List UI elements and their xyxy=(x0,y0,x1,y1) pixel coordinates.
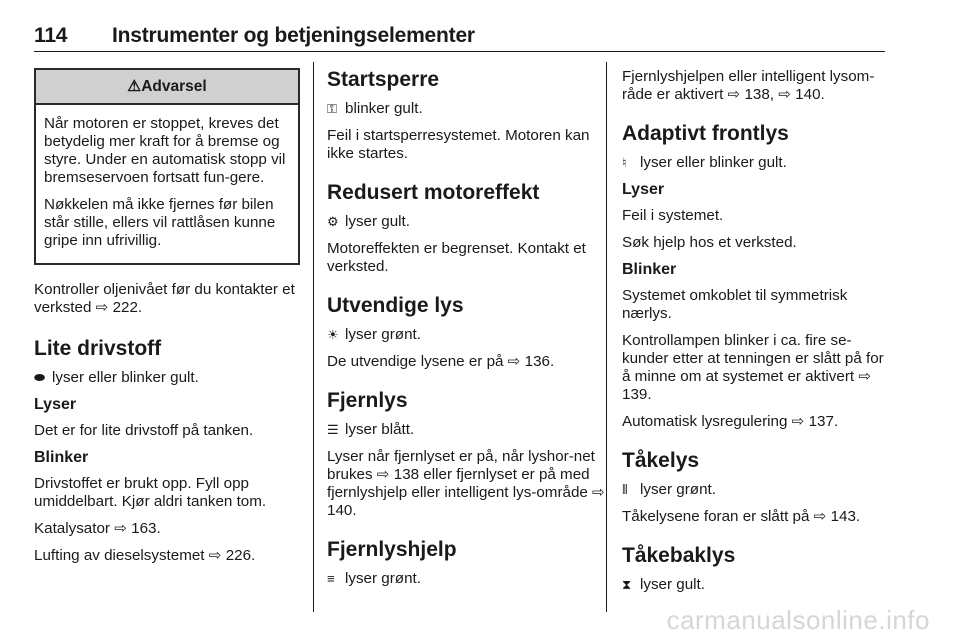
subheading: Blinker xyxy=(622,261,677,278)
car-key-icon: ⚿ xyxy=(327,101,337,116)
body-text: Motoreffekten er begrenset. Kontakt et verksted. xyxy=(327,240,586,275)
subheading: Blinker xyxy=(34,449,89,466)
page-title: Instrumenter og betjeningselementer xyxy=(112,24,475,47)
section-heading: Adaptivt frontlys xyxy=(622,122,789,145)
body-text: De utvendige lysene er på ⇨ 136. xyxy=(327,353,555,370)
engine-power-icon: ⚙ xyxy=(327,214,339,229)
body-text: Søk hjelp hos et verksted. xyxy=(622,234,797,251)
high-beam-assist-icon: ≡ xyxy=(327,571,335,586)
column-3: Fjernlyshjelpen eller intelligent lysom-råde er aktivert ⇨ 138, ⇨ 140. Adaptivt frontlys ♮ lyser eller blinker gult. Lyser Feil i systemet. Søk hjelp hos et verksted. Blinker Systemet omkoblet til symmetrisk nærlys. Kontrollampen blinker i ca. fire se-kunder etter at tenningen er slått på for å minne om at systemet er aktivert ⇨ 139. Automatisk lysregulering ⇨ 137. Tåkelys ⦀ lyser grønt. Tåkelysene foran er slått på ⇨ 143. Tåkebaklys ⧗ lyser gult. xyxy=(622,68,890,603)
section-heading: Tåkebaklys xyxy=(622,544,736,567)
body-text: Systemet omkoblet til symmetrisk nærlys. xyxy=(622,287,848,322)
warning-triangle-icon: ⚠ xyxy=(127,78,142,95)
section-heading: Fjernlys xyxy=(327,389,408,412)
column-1: ⚠Advarsel Når motoren er stoppet, kreves det betydelig mer kraft for å bremse og styre. Under en automatisk stopp vil bremseservoen fortsatt fun-gere. Nøkkelen må ikke fjernes før bilen står stille, ellers vil rattlåsen kunne gripe inn ufrivillig. Kontroller oljenivået før du kontakter et verksted ⇨ 222. Lite drivstoff ⬬ lyser eller blinker gult. Lyser Det er for lite drivstoff på tanken. Blinker Drivstoffet er brukt opp. Fyll opp umiddelbart. Kjør aldri tanken tom. Katalysator ⇨ 163. Lufting av dieselsystemet ⇨ 226. xyxy=(34,0,300,574)
warning-text: Nøkkelen må ikke fjernes før bilen står stille, ellers vil rattlåsen kunne gripe inn ufrivillig. xyxy=(44,196,276,249)
section-heading: Fjernlyshjelp xyxy=(327,538,457,561)
section-heading: Redusert motoreffekt xyxy=(327,181,540,204)
warning-header: ⚠Advarsel xyxy=(36,70,298,105)
warning-body xyxy=(36,105,298,263)
page-number: 114 xyxy=(34,24,68,47)
body-text: Katalysator ⇨ 163. xyxy=(34,520,161,537)
oil-text: Kontroller oljenivået før du kontakter et verksted ⇨ 222. xyxy=(34,281,295,316)
body-text: Tåkelysene foran er slått på ⇨ 143. xyxy=(622,508,861,525)
section-heading: Lite drivstoff xyxy=(34,337,162,360)
body-text: Kontrollampen blinker i ca. fire se-kunder etter at tenningen er slått på for å minne om at systemet er aktivert ⇨ 139. xyxy=(622,332,884,403)
watermark: carmanualsonline.info xyxy=(666,605,930,635)
body-text: Drivstoffet er brukt opp. Fyll opp umiddelbart. Kjør aldri tanken tom. xyxy=(34,475,267,510)
rear-fog-light-icon: ⧗ xyxy=(622,577,632,592)
body-text: Lufting av dieselsystemet ⇨ 226. xyxy=(34,547,256,564)
body-text: Lyser når fjernlyset er på, når lyshor-net brukes ⇨ 138 eller fjernlyset er på med fjernlyshjelp eller intelligent lys-område ⇨ 140. xyxy=(327,448,605,519)
high-beam-icon: ☰ xyxy=(327,422,339,437)
fuel-lamp-icon: ⬬ xyxy=(34,370,46,385)
body-text: Fjernlyshjelpen eller intelligent lysom-råde er aktivert ⇨ 138, ⇨ 140. xyxy=(622,68,875,103)
warning-text: Når motoren er stoppet, kreves det betydelig mer kraft for å bremse og styre. Under en automatisk stopp vil bremseservoen fortsatt fun-gere. xyxy=(44,115,286,186)
exterior-lights-icon: ☀ xyxy=(327,327,339,342)
column-divider xyxy=(313,62,314,612)
column-2: Startsperre ⚿ blinker gult. Feil i startsperresystemet. Motoren kan ikke startes. Redusert motoreffekt ⚙ lyser gult. Motoreffekten er begrenset. Kontakt et verksted. Utvendige lys ☀ lyser grønt. De utvendige lysene er på ⇨ 136. Fjernlys ☰ lyser blått. Lyser når fjernlyset er på, når lyshor-net brukes ⇨ 138 eller fjernlyset er på med fjernlyshjelp eller intelligent lys-område ⇨ 140. Fjernlyshjelp ≡ lyser grønt. xyxy=(327,68,609,597)
subheading: Lyser xyxy=(34,396,77,413)
body-text: Automatisk lysregulering ⇨ 137. xyxy=(622,413,839,430)
warning-box xyxy=(34,68,300,265)
section-heading: Tåkelys xyxy=(622,449,700,472)
adaptive-light-icon: ♮ xyxy=(622,155,627,170)
fog-light-icon: ⦀ xyxy=(622,482,628,497)
body-text: Feil i systemet. xyxy=(622,207,724,224)
body-text: Feil i startsperresystemet. Motoren kan ikke startes. xyxy=(327,127,590,162)
section-heading: Utvendige lys xyxy=(327,294,464,317)
section-heading: Startsperre xyxy=(327,68,440,91)
body-text: Det er for lite drivstoff på tanken. xyxy=(34,422,254,439)
subheading: Lyser xyxy=(622,181,665,198)
